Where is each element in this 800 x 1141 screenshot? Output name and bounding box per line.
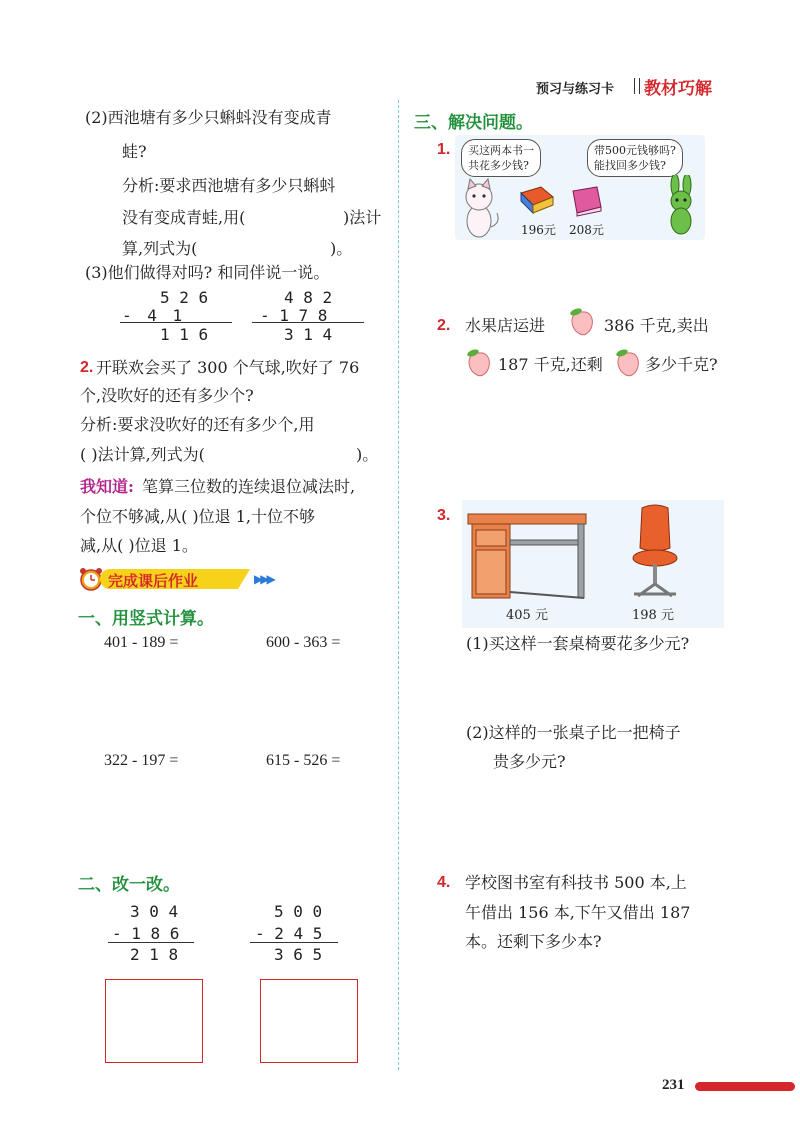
q2-question-line2: 蛙? bbox=[122, 142, 147, 161]
fix1-minus: - 1 8 6 bbox=[112, 924, 180, 943]
book-icon bbox=[517, 183, 557, 217]
r-problem3-q2b: 贵多少元? bbox=[493, 752, 566, 771]
exercise-1: 401 - 189 = bbox=[104, 634, 179, 651]
problem2-analysis2b: )。 bbox=[356, 445, 379, 464]
q2-analysis-line2: 没有变成青蛙,用( bbox=[122, 208, 246, 227]
column-divider bbox=[398, 100, 399, 1070]
r-problem3-number: 3. bbox=[437, 507, 451, 524]
exercise-3: 322 - 197 = bbox=[104, 752, 179, 769]
rabbit-icon bbox=[661, 175, 701, 237]
r-problem2-line2b: 多少千克? bbox=[645, 355, 718, 374]
calc1-result: 1 1 6 bbox=[160, 325, 209, 344]
problem3-illustration bbox=[462, 500, 724, 628]
calc2-result: 3 1 4 bbox=[284, 325, 333, 344]
calc2-rule bbox=[252, 322, 364, 323]
calc1-rule bbox=[120, 322, 232, 323]
fix2-top: 5 0 0 bbox=[274, 902, 323, 921]
book1-price: 196元 bbox=[521, 223, 556, 237]
chair-price: 198 元 bbox=[632, 608, 674, 623]
know-line2: 个位不够减,从( )位退 1,十位不够 bbox=[80, 507, 316, 526]
fix2-rule bbox=[250, 942, 338, 943]
peach-icon bbox=[566, 306, 598, 336]
r-problem4-line2: 午借出 156 本,下午又借出 187 bbox=[465, 903, 691, 922]
calc2-minus: - 1 7 8 bbox=[260, 306, 328, 325]
page-number: 231 bbox=[662, 1077, 685, 1093]
calc2-top: 4 8 2 bbox=[284, 288, 333, 307]
fix1-result: 2 1 8 bbox=[130, 945, 179, 964]
footer-bar bbox=[695, 1082, 795, 1091]
section1-title: 一、用竖式计算。 bbox=[78, 609, 214, 629]
calc1-minus: - 4 1 bbox=[122, 306, 183, 325]
problem2-number: 2. bbox=[80, 359, 94, 376]
arrow-icon: ▶▶▶ bbox=[254, 572, 273, 586]
section2-title: 二、改一改。 bbox=[78, 875, 180, 895]
r-problem3-q2a: (2)这样的一张桌子比一把椅子 bbox=[466, 723, 681, 742]
know-line1: 笔算三位数的连续退位减法时, bbox=[142, 477, 356, 496]
book2-price: 208元 bbox=[569, 223, 604, 237]
problem2-analysis2: ( )法计算,列式为( bbox=[80, 445, 205, 464]
fix1-top: 3 0 4 bbox=[130, 902, 179, 921]
r-problem4-line3: 本。还剩下多少本? bbox=[465, 932, 602, 951]
problem2-analysis1: 分析:要求没吹好的还有多少个,用 bbox=[80, 415, 315, 434]
calc1-top: 5 2 6 bbox=[160, 288, 209, 307]
desk-icon bbox=[466, 512, 588, 602]
q2-analysis-line1: 分析:要求西池塘有多少只蝌蚪 bbox=[122, 176, 336, 195]
fix1-rule bbox=[108, 942, 194, 943]
q2-question-line1: (2)西池塘有多少只蝌蚪没有变成青 bbox=[85, 108, 332, 127]
cat-icon bbox=[457, 177, 501, 239]
problem1-illustration bbox=[455, 135, 705, 240]
r-problem2-line1b: 386 千克,卖出 bbox=[604, 316, 709, 335]
fix1-answer-box[interactable] bbox=[105, 979, 203, 1063]
section3-title: 三、解决问题。 bbox=[414, 113, 533, 133]
q3-question: (3)他们做得对吗? 和同伴说一说。 bbox=[85, 263, 330, 282]
exercise-2: 600 - 363 = bbox=[266, 634, 341, 651]
header-left: 预习与练习卡 bbox=[536, 82, 615, 97]
q2-analysis-line2b: )法计 bbox=[343, 208, 382, 227]
header-divider bbox=[634, 78, 640, 94]
fix2-answer-box[interactable] bbox=[260, 979, 358, 1063]
homework-banner-text: 完成课后作业 bbox=[108, 572, 199, 590]
r-problem2-number: 2. bbox=[437, 317, 451, 334]
q2-analysis-line3: 算,列式为( bbox=[122, 239, 198, 258]
r-problem1-number: 1. bbox=[437, 141, 451, 158]
cat-speech-bubble: 买这两本书一 共花多少钱? bbox=[461, 139, 541, 177]
know-label: 我知道: bbox=[80, 477, 134, 496]
know-line3: 减,从( )位退 1。 bbox=[80, 536, 198, 555]
desk-price: 405 元 bbox=[506, 608, 548, 623]
book-icon bbox=[567, 185, 605, 217]
r-problem3-q1: (1)买这样一套桌椅要花多少元? bbox=[466, 634, 690, 653]
fix2-minus: - 2 4 5 bbox=[255, 924, 323, 943]
problem2-line1: 开联欢会买了 300 个气球,吹好了 76 bbox=[96, 358, 360, 377]
fix2-result: 3 6 5 bbox=[274, 945, 323, 964]
rabbit-speech-bubble: 带500元钱够吗? 能找回多少钱? bbox=[587, 139, 683, 177]
problem2-line2: 个,没吹好的还有多少个? bbox=[80, 386, 254, 405]
peach-icon bbox=[463, 347, 495, 377]
r-problem2-line1a: 水果店运进 bbox=[465, 316, 546, 335]
peach-icon bbox=[612, 347, 644, 377]
r-problem2-line2a: 187 千克,还剩 bbox=[498, 355, 603, 374]
chair-icon bbox=[628, 504, 682, 600]
header-right: 教材巧解 bbox=[644, 79, 712, 99]
r-problem4-line1: 学校图书室有科技书 500 本,上 bbox=[465, 873, 687, 892]
homework-banner bbox=[78, 566, 278, 592]
q2-analysis-line3b: )。 bbox=[330, 239, 353, 258]
header bbox=[0, 70, 800, 100]
r-problem4-number: 4. bbox=[437, 874, 451, 891]
exercise-4: 615 - 526 = bbox=[266, 752, 341, 769]
